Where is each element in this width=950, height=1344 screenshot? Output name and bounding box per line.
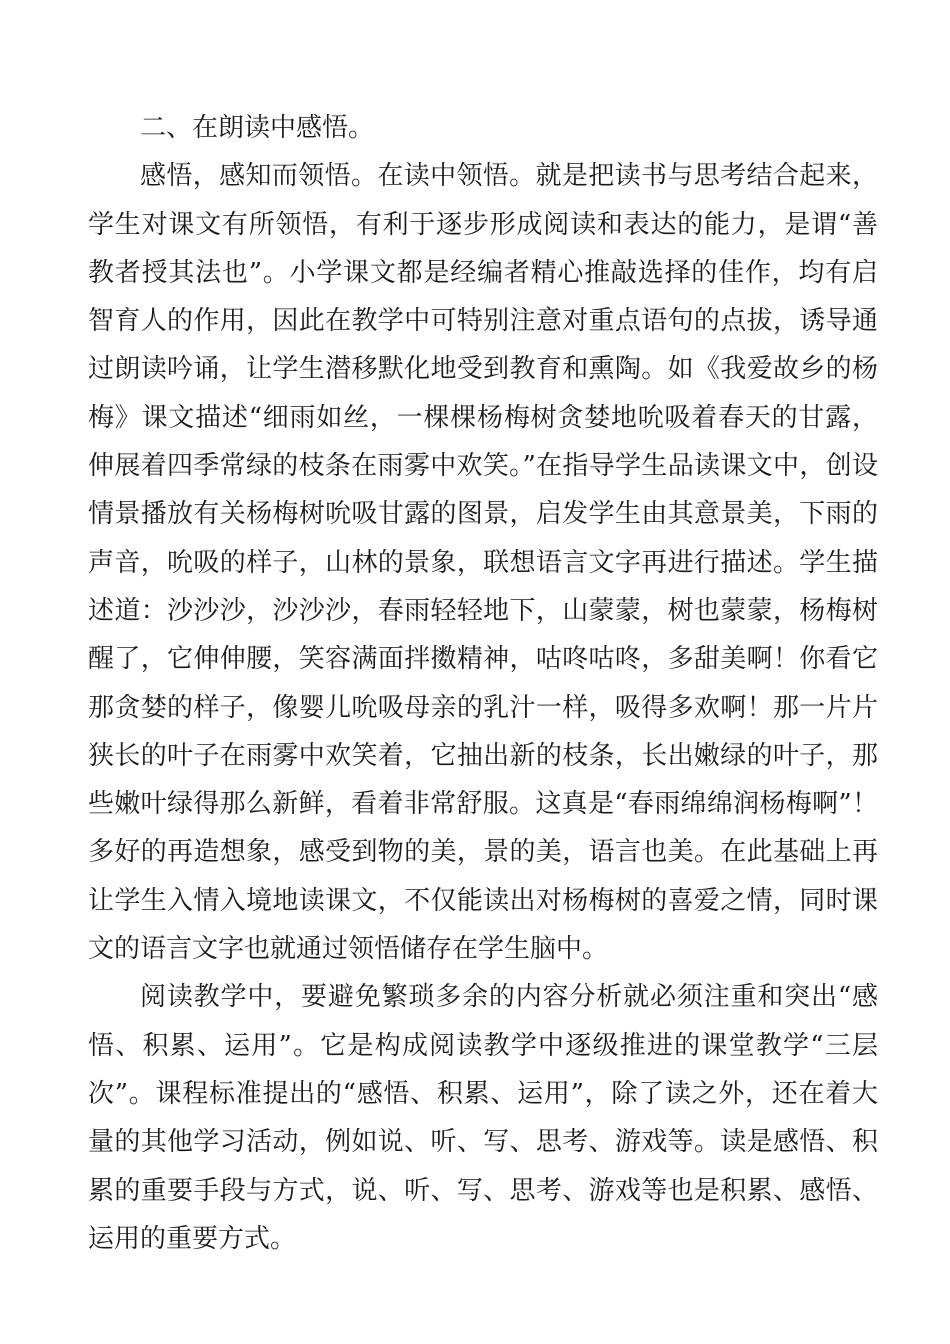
document-page (88, 104, 878, 1263)
body-paragraph: 阅读教学中，要避免繁琐多余的内容分析就必须注重和突出“感悟、积累、运用”。它是构成阅读教学中逐级推进的课堂教学“三层次”。课程标准提出的“感悟、积累、运用”，除了读之外，还在着大量的其他学习活动，例如说、听、写、思考、游戏等。读是感悟、积累的重要手段与方式，说、听、写、思考、游戏等也是积累、感悟、运用的重要方式。 (88, 982, 878, 1254)
body-paragraph: 感悟，感知而领悟。在读中领悟。就是把读书与思考结合起来，学生对课文有所领悟，有利于逐步形成阅读和表达的能力，是谓“善教者授其法也”。小学课文都是经编者精心推敲选择的佳作，均有启智育人的作用，因此在教学中可特别注意对重点语句的点拔，诱导通过朗读吟诵，让学生潜移默化地受到教育和熏陶。如《我爱故乡的杨梅》课文描述“细雨如丝，一棵棵杨梅树贪婪地吮吸着春天的甘露，伸展着四季常绿的枝条在雨雾中欢笑。”在指导学生品读课文中，创设情景播放有关杨梅树吮吸甘露的图景，启发学生由其意景美，下雨的声音，吮吸的样子，山林的景象，联想语言文字再进行描述。学生描述道：沙沙沙，沙沙沙，春雨轻轻地下，山蒙蒙，树也蒙蒙，杨梅树醒了，它伸伸腰，笑容满面拌擞精神，咕咚咕咚，多甜美啊！你看它那贪婪的样子，像婴儿吮吸母亲的乳汁一样，吸得多欢啊！那一片片狭长的叶子在雨雾中欢笑着，它抽出新的枝条，长出嫩绿的叶子，那些嫩叶绿得那么新鲜，看着非常舒服。这真是“春雨绵绵润杨梅啊”！多好的再造想象，感受到物的美，景的美，语言也美。在此基础上再让学生入情入境地读课文，不仅能读出对杨梅树的喜爱之情，同时课文的语言文字也就通过领悟储存在学生脑中。 (88, 161, 878, 965)
section-heading: 二、在朗读中感悟。 (140, 113, 375, 143)
